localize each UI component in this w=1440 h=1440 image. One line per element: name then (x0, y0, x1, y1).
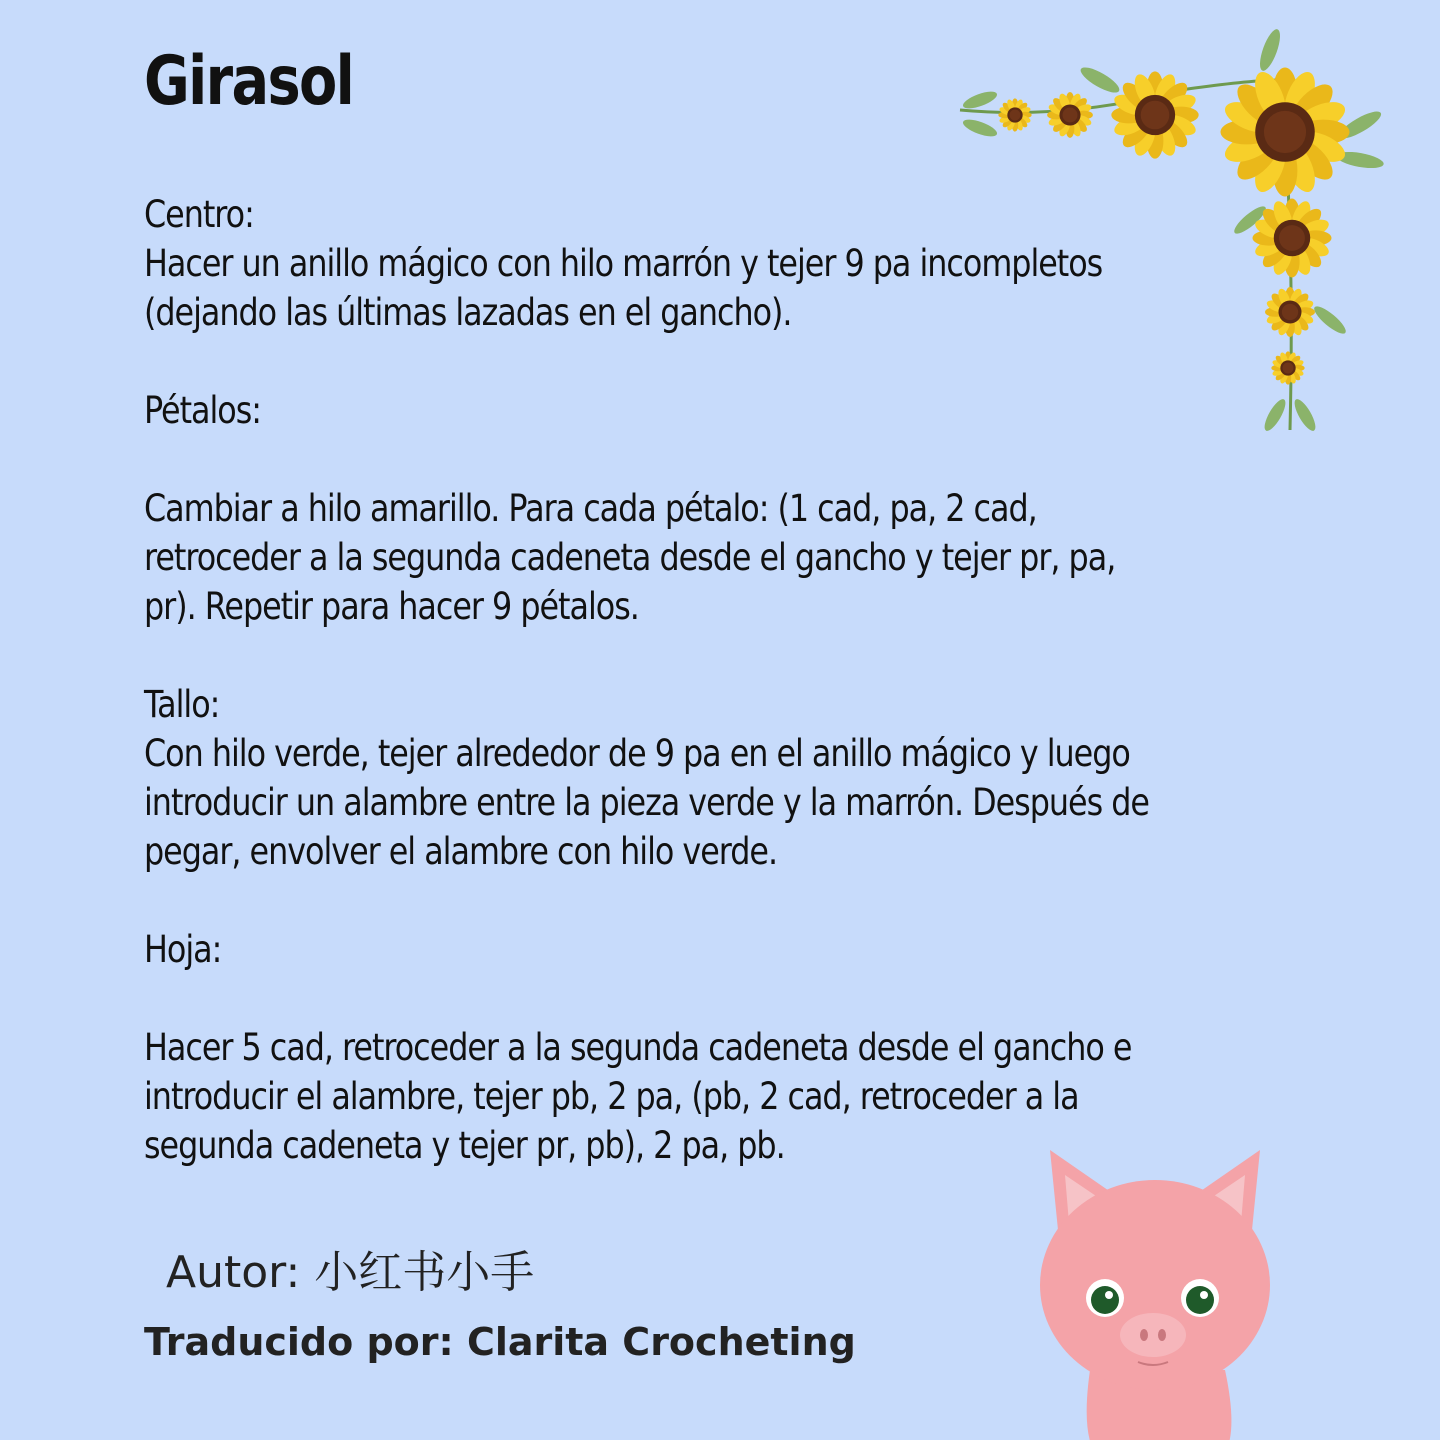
section-heading-hoja: Hoja: (144, 928, 222, 971)
sunflower-icon (1111, 71, 1198, 158)
instruction-line: Hacer 5 cad, retroceder a la segunda cadeneta desde el gancho e (144, 1026, 1132, 1069)
instruction-line: retroceder a la segunda cadeneta desde el gancho y tejer pr, pa, (144, 536, 1116, 579)
sunflower-icon (1221, 68, 1350, 197)
instruction-line: Con hilo verde, tejer alrededor de 9 pa en el anillo mágico y luego (144, 732, 1130, 775)
sunflower-garland-icon (950, 20, 1390, 450)
instruction-line: segunda cadeneta y tejer pr, pb), 2 pa, pb. (144, 1124, 785, 1167)
sunflower-icon (1252, 198, 1331, 277)
section-heading-centro: Centro: (144, 193, 254, 236)
section-heading-petalos: Pétalos: (144, 389, 261, 432)
instruction-line: pr). Repetir para hacer 9 pétalos. (144, 585, 639, 628)
instruction-line: introducir el alambre, tejer pb, 2 pa, (pb, 2 cad, retroceder a la (144, 1075, 1079, 1118)
section-heading-tallo: Tallo: (144, 683, 220, 726)
instruction-line: Hacer un anillo mágico con hilo marrón y tejer 9 pa incompletos (144, 242, 1103, 285)
sunflower-icon (1047, 92, 1093, 138)
page-title: Girasol (144, 42, 354, 121)
sunflower-icon (998, 98, 1031, 131)
translator-credit: Traducido por: Clarita Crocheting (144, 1320, 856, 1364)
instruction-line: pegar, envolver el alambre con hilo verde. (144, 830, 778, 873)
sunflower-icon (1265, 287, 1315, 337)
pig-icon (1020, 1140, 1290, 1440)
instruction-line: (dejando las últimas lazadas en el gancho). (144, 291, 792, 334)
instruction-line: Cambiar a hilo amarillo. Para cada pétalo: (1 cad, pa, 2 cad, (144, 487, 1037, 530)
instruction-line: introducir un alambre entre la pieza verde y la marrón. Después de (144, 781, 1149, 824)
author-credit: Autor: 小红书小手 (166, 1247, 535, 1298)
sunflower-icon (1271, 351, 1304, 384)
